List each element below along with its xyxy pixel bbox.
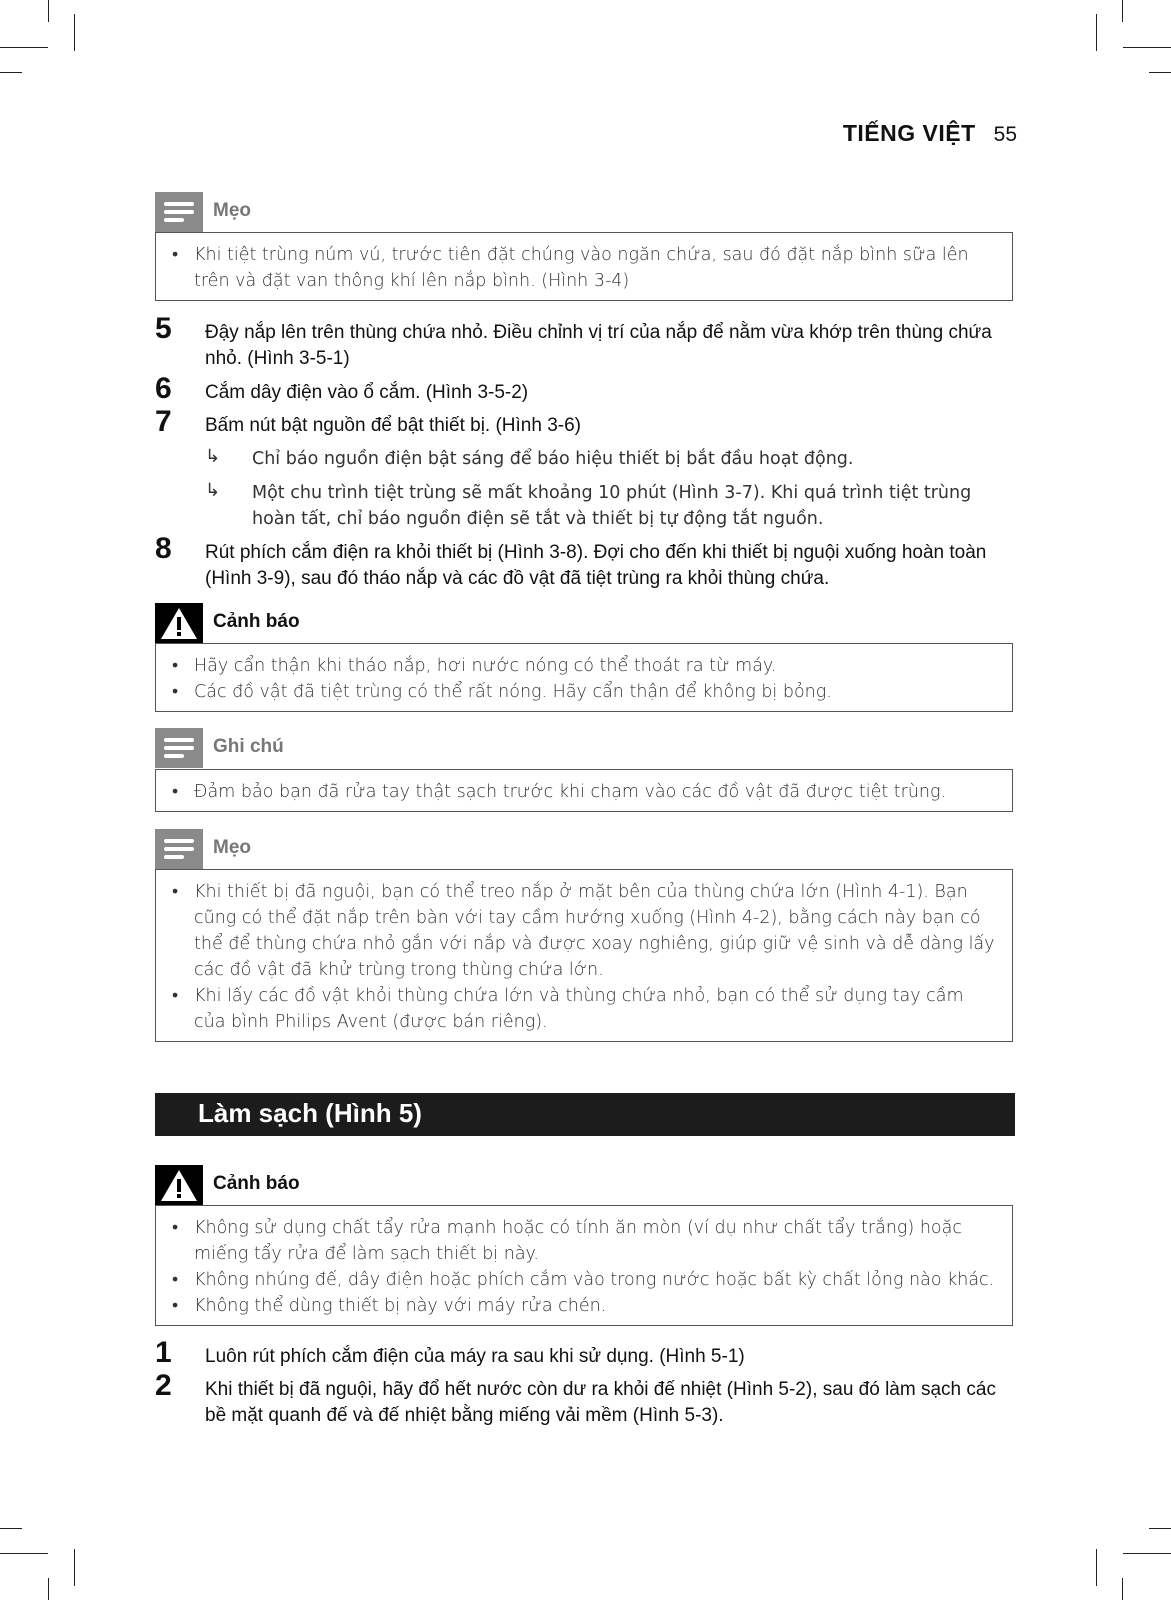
warning-title: Cảnh báo: [213, 1173, 300, 1194]
crop-mark: [1096, 14, 1097, 51]
step-number: 6: [155, 372, 172, 405]
crop-mark: [0, 1528, 22, 1529]
step-text: Luôn rút phích cắm điện của máy ra sau khi sử dụng. (Hình 5-1): [205, 1346, 745, 1367]
note-box: [155, 769, 1013, 812]
tip-box: [155, 232, 1013, 301]
step-number: 8: [155, 532, 172, 565]
list-item: • Hãy cẩn thận khi tháo nắp, hơi nước nóng có thể thoát ra từ máy.: [168, 653, 1000, 679]
crop-mark: [1123, 47, 1171, 48]
crop-mark: [1096, 1549, 1097, 1586]
page-number: 55: [993, 123, 1017, 146]
result-arrow-icon: ↳: [205, 446, 221, 467]
list-item: • Không sử dụng chất tẩy rửa mạnh hoặc có tính ăn mòn (ví dụ như chất tẩy trắng) hoặc miếng tẩy rửa để làm sạch thiết bị này.: [168, 1215, 1000, 1267]
tip-title: Mẹo: [213, 200, 251, 221]
result-item: [205, 446, 1015, 472]
warning-box: [155, 1205, 1013, 1326]
step-number: 2: [155, 1369, 172, 1402]
step-number: 5: [155, 312, 172, 345]
note-lines-icon: [155, 192, 203, 232]
crop-mark: [74, 1549, 75, 1586]
note-lines-icon: [155, 728, 203, 768]
crop-mark: [1122, 0, 1123, 22]
section-title: Làm sạch (Hình 5): [198, 1098, 422, 1128]
tip-header: [155, 192, 1015, 232]
note-title: Ghi chú: [213, 736, 284, 757]
list-item: • Không nhúng đế, dây điện hoặc phích cắm vào trong nước hoặc bất kỳ chất lỏng nào khác.: [168, 1267, 1000, 1293]
list-item: • Không thể dùng thiết bị này với máy rửa chén.: [168, 1293, 1000, 1319]
warning-box: [155, 643, 1013, 712]
result-arrow-icon: ↳: [205, 480, 221, 501]
list-item: • Khi thiết bị đã nguội, bạn có thể treo nắp ở mặt bên của thùng chứa lớn (Hình 4-1). Bạn cũng có thể đặt nắp trên bàn với tay cầm hướng xuống (Hình 4-2), bằng cách này bạn có thể để thùng chứa nhỏ gắn với nắp và được xoay nghiêng, giúp giữ vệ sinh và dễ dàng lấy các đồ vật đã khử trùng trong thùng chứa lớn.: [168, 879, 1000, 983]
tip-box: [155, 869, 1013, 1042]
step-item: [155, 405, 1015, 439]
result-item: [205, 480, 1015, 532]
warning-triangle-icon: [155, 1165, 203, 1205]
step-item: [155, 532, 1015, 592]
crop-mark: [1122, 1578, 1123, 1600]
crop-mark: [48, 1578, 49, 1600]
warning-title: Cảnh báo: [213, 611, 300, 632]
step-item: [155, 312, 1015, 372]
step-item: [155, 1369, 1015, 1429]
crop-mark: [74, 14, 75, 51]
warning-header: [155, 1165, 1015, 1205]
section-heading: [155, 1093, 1015, 1136]
list-item: • Các đồ vật đã tiệt trùng có thể rất nóng. Hãy cẩn thận để không bị bỏng.: [168, 679, 1000, 705]
list-item: • Đảm bảo bạn đã rửa tay thật sạch trước khi chạm vào các đồ vật đã được tiệt trùng.: [168, 779, 1000, 805]
step-item: [155, 1336, 1015, 1370]
crop-mark: [48, 0, 49, 22]
step-text: Cắm dây điện vào ổ cắm. (Hình 3-5-2): [205, 382, 529, 403]
note-lines-icon: [155, 829, 203, 869]
crop-mark: [0, 47, 48, 48]
step-text: Đậy nắp lên trên thùng chứa nhỏ. Điều chỉnh vị trí của nắp để nằm vừa khớp trên thùng chứa nhỏ. (Hình 3-5-1): [205, 322, 992, 369]
note-header: [155, 728, 1015, 768]
step-number: 1: [155, 1336, 172, 1369]
step-text: Khi thiết bị đã nguội, hãy đổ hết nước còn dư ra khỏi đế nhiệt (Hình 5-2), sau đó làm sạch các bề mặt quanh đế và đế nhiệt bằng miếng vải mềm (Hình 5-3).: [205, 1379, 996, 1426]
page-header: [843, 120, 1017, 147]
result-text: Chỉ báo nguồn điện bật sáng để báo hiệu thiết bị bắt đầu hoạt động.: [252, 449, 854, 469]
step-item: [155, 372, 1015, 406]
tip-header: [155, 829, 1015, 869]
result-text: Một chu trình tiệt trùng sẽ mất khoảng 10 phút (Hình 3-7). Khi quá trình tiệt trùng hoàn tất, chỉ báo nguồn điện sẽ tắt và thiết bị tự động tắt nguồn.: [252, 483, 972, 529]
list-item: • Khi lấy các đồ vật khỏi thùng chứa lớn và thùng chứa nhỏ, bạn có thể sử dụng tay cầm của bình Philips Avent (được bán riêng).: [168, 983, 1000, 1035]
crop-mark: [1149, 1528, 1171, 1529]
step-text: Rút phích cắm điện ra khỏi thiết bị (Hình 3-8). Đợi cho đến khi thiết bị nguội xuống hoàn toàn (Hình 3-9), sau đó tháo nắp và các đồ vật đã tiệt trùng ra khỏi thùng chứa.: [205, 542, 987, 589]
step-text: Bấm nút bật nguồn để bật thiết bị. (Hình 3-6): [205, 415, 582, 436]
list-item: • Khi tiệt trùng núm vú, trước tiên đặt chúng vào ngăn chứa, sau đó đặt nắp bình sữa lên trên và đặt van thông khí lên nắp bình. (Hình 3-4): [168, 242, 1000, 294]
crop-mark: [1123, 1553, 1171, 1554]
crop-mark: [0, 1553, 48, 1554]
step-number: 7: [155, 405, 172, 438]
tip-title: Mẹo: [213, 837, 251, 858]
warning-triangle-icon: [155, 603, 203, 643]
warning-header: [155, 603, 1015, 643]
crop-mark: [1149, 72, 1171, 73]
crop-mark: [0, 72, 22, 73]
language-label: TIẾNG VIỆT: [842, 120, 976, 146]
